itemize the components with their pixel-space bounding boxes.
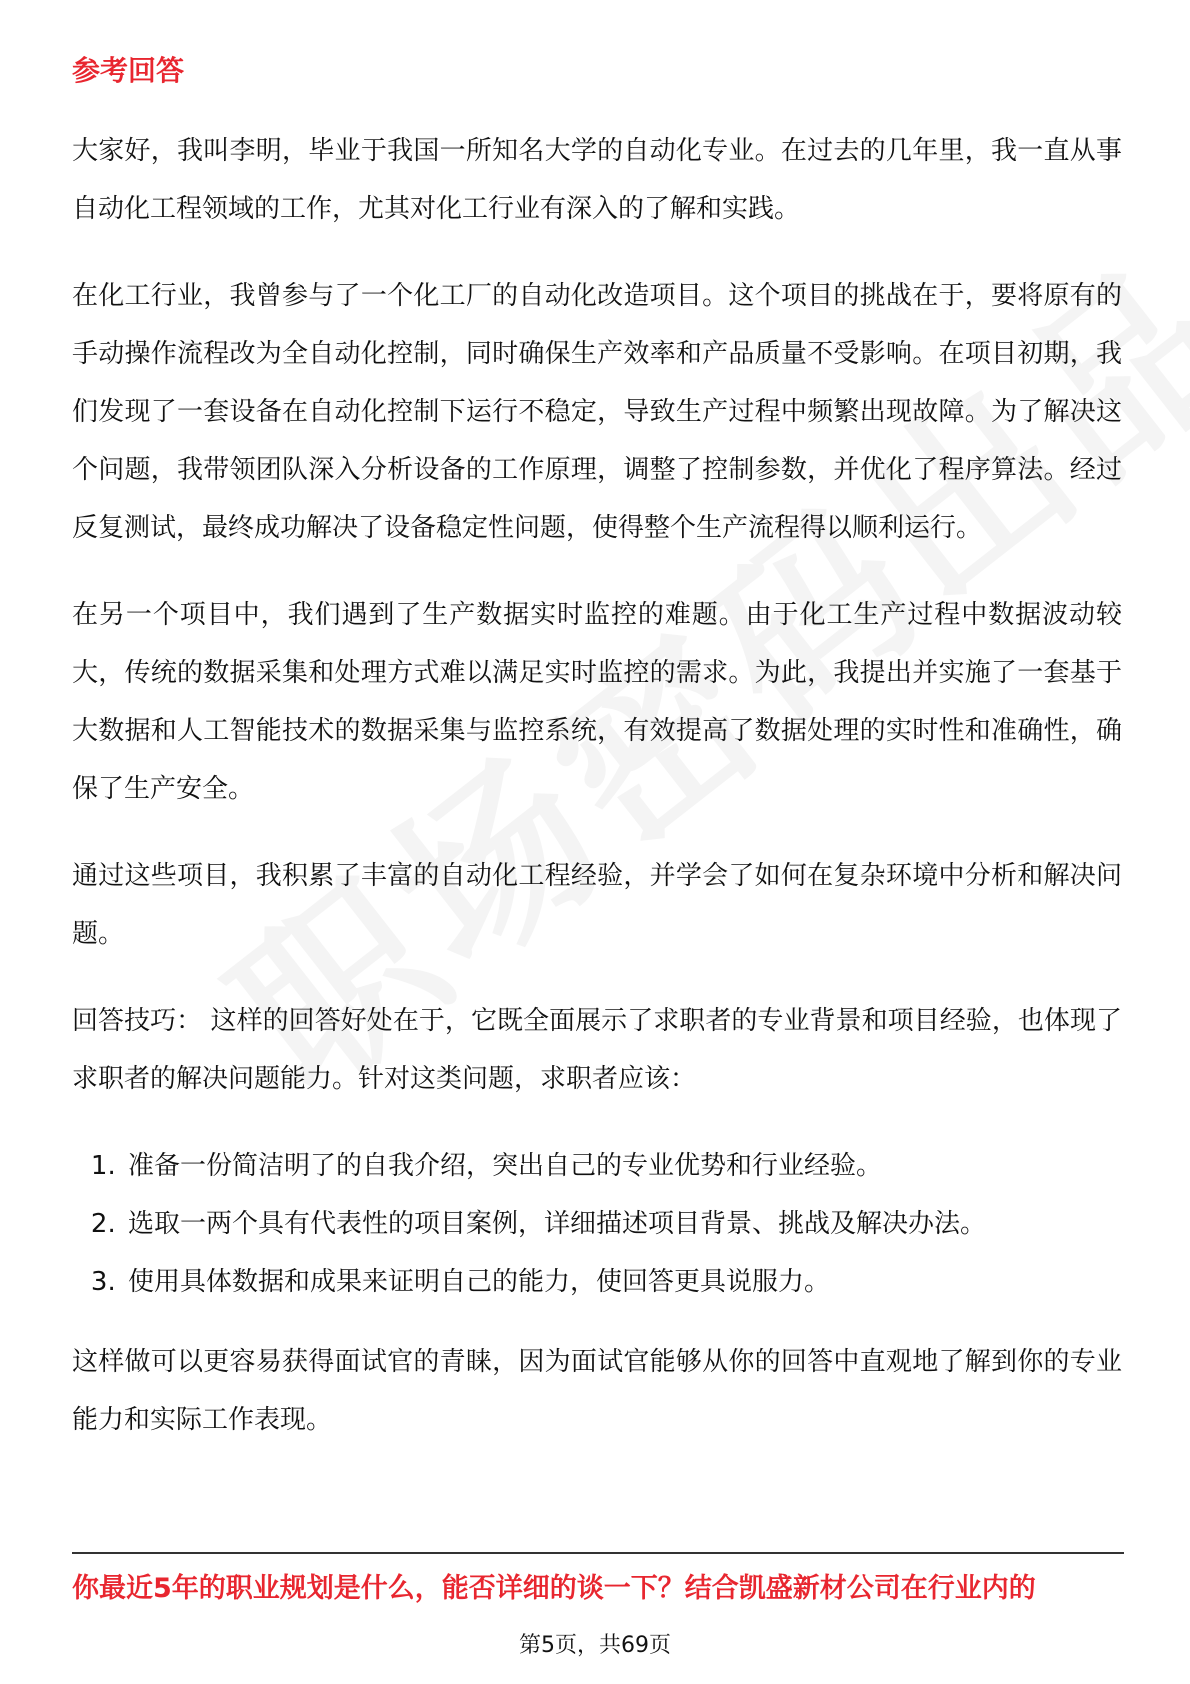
tip-item: 3. 使用具体数据和成果来证明自己的能力，使回答更具说服力。	[124, 1253, 1122, 1311]
tips-list	[72, 1137, 1122, 1311]
section-divider	[72, 1552, 1124, 1554]
section-title: 参考回答	[72, 54, 185, 87]
page-number: 第5页，共69页	[519, 1633, 671, 1658]
tips-intro-paragraph: 回答技巧： 这样的回答好处在于，它既全面展示了求职者的专业背景和项目经验，也体现了求职者的解决问题能力。针对这类问题，求职者应该：	[72, 1006, 1122, 1094]
tip-item: 1. 准备一份简洁明了的自我介绍，突出自己的专业优势和行业经验。	[124, 1137, 1122, 1195]
answer-paragraph-project-one: 在化工行业，我曾参与了一个化工厂的自动化改造项目。这个项目的挑战在于，要将原有的手动操作流程改为全自动化控制，同时确保生产效率和产品质量不受影响。在项目初期，我们发现了一套设备在自动化控制下运行不稳定，导致生产过程中频繁出现故障。为了解决这个问题，我带领团队深入分析设备的工作原理，调整了控制参数，并优化了程序算法。经过反复测试，最终成功解决了设备稳定性问题，使得整个生产流程得以顺利运行。	[72, 281, 1122, 543]
tip-item: 2. 选取一两个具有代表性的项目案例，详细描述项目背景、挑战及解决办法。	[124, 1195, 1122, 1253]
next-question-heading: 你最近5年的职业规划是什么，能否详细的谈一下？结合凯盛新材公司在行业内的	[72, 1573, 1036, 1604]
answer-paragraph-intro: 大家好，我叫李明，毕业于我国一所知名大学的自动化专业。在过去的几年里，我一直从事自动化工程领域的工作，尤其对化工行业有深入的了解和实践。	[72, 136, 1122, 224]
answer-paragraph-project-two: 在另一个项目中，我们遇到了生产数据实时监控的难题。由于化工生产过程中数据波动较大，传统的数据采集和处理方式难以满足实时监控的需求。为此，我提出并实施了一套基于大数据和人工智能技术的数据采集与监控系统，有效提高了数据处理的实时性和准确性，确保了生产安全。	[72, 600, 1122, 804]
answer-paragraph-summary: 通过这些项目，我积累了丰富的自动化工程经验，并学会了如何在复杂环境中分析和解决问题。	[72, 861, 1122, 949]
document-body	[72, 48, 1122, 1478]
closing-paragraph: 这样做可以更容易获得面试官的青睐，因为面试官能够从你的回答中直观地了解到你的专业能力和实际工作表现。	[72, 1347, 1122, 1435]
